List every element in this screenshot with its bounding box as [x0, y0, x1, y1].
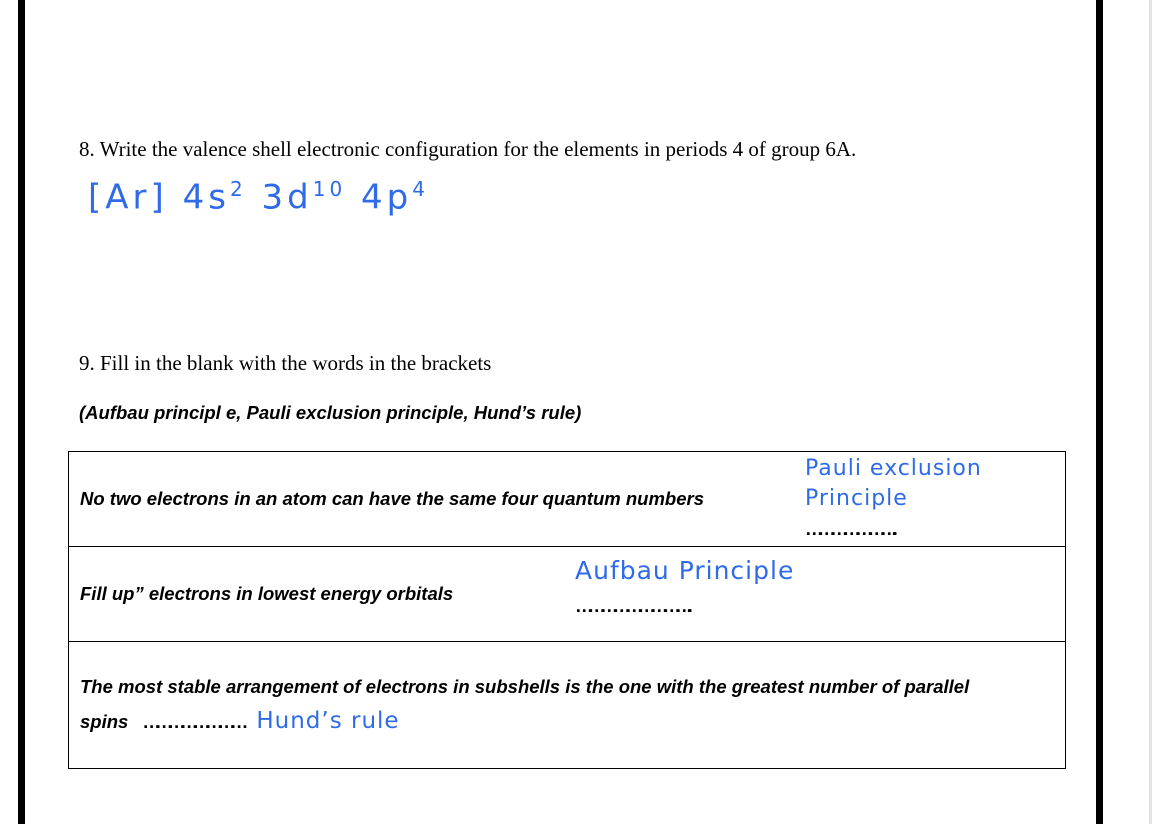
answer-4p: 4p: [360, 177, 413, 218]
answer-3d-exp: 10: [312, 177, 347, 201]
answer-handwritten: Aufbau Principle: [575, 556, 795, 585]
question-8: 8. Write the valence shell electronic configuration for the elements in periods 4 of group 6A.: [79, 137, 857, 161]
blank-line: ……………………: [142, 711, 243, 732]
statement-line2-group: [80, 708, 400, 734]
answer-handwritten: Pauli exclusion: [805, 456, 982, 481]
page-left-border: [18, 0, 25, 824]
answer-4s: 4s: [182, 177, 230, 218]
q9-options: (Aufbau principl e, Pauli exclusion principle, Hund’s rule): [79, 402, 582, 423]
answer-handwritten: Hund’s rule: [256, 708, 400, 734]
question-9: 9. Fill in the blank with the words in the brackets: [79, 351, 492, 375]
statement: The most stable arrangement of electrons in subshells is the one with the greatest number of parallel: [80, 676, 970, 697]
fill-in-table: [68, 451, 1066, 769]
blank-line: …………………..: [805, 518, 891, 539]
statement: Fill up” electrons in lowest energy orbitals: [80, 583, 454, 604]
statement-line2: spins: [80, 711, 129, 732]
answer-4s-exp: 2: [229, 177, 247, 201]
table-row: [69, 452, 1065, 547]
table-row: [69, 642, 1065, 768]
blank-line: ………………………..: [575, 595, 686, 616]
answer-handwritten-line2: Principle: [805, 486, 908, 511]
statement: No two electrons in an atom can have the same four quantum numbers: [80, 488, 704, 509]
answer-core: [Ar]: [88, 177, 168, 218]
q8-handwritten-answer: [88, 178, 429, 217]
page-right-border: [1096, 0, 1103, 824]
answer-4p-exp: 4: [412, 177, 429, 201]
table-row: [69, 547, 1065, 642]
answer-3d: 3d: [261, 177, 313, 218]
